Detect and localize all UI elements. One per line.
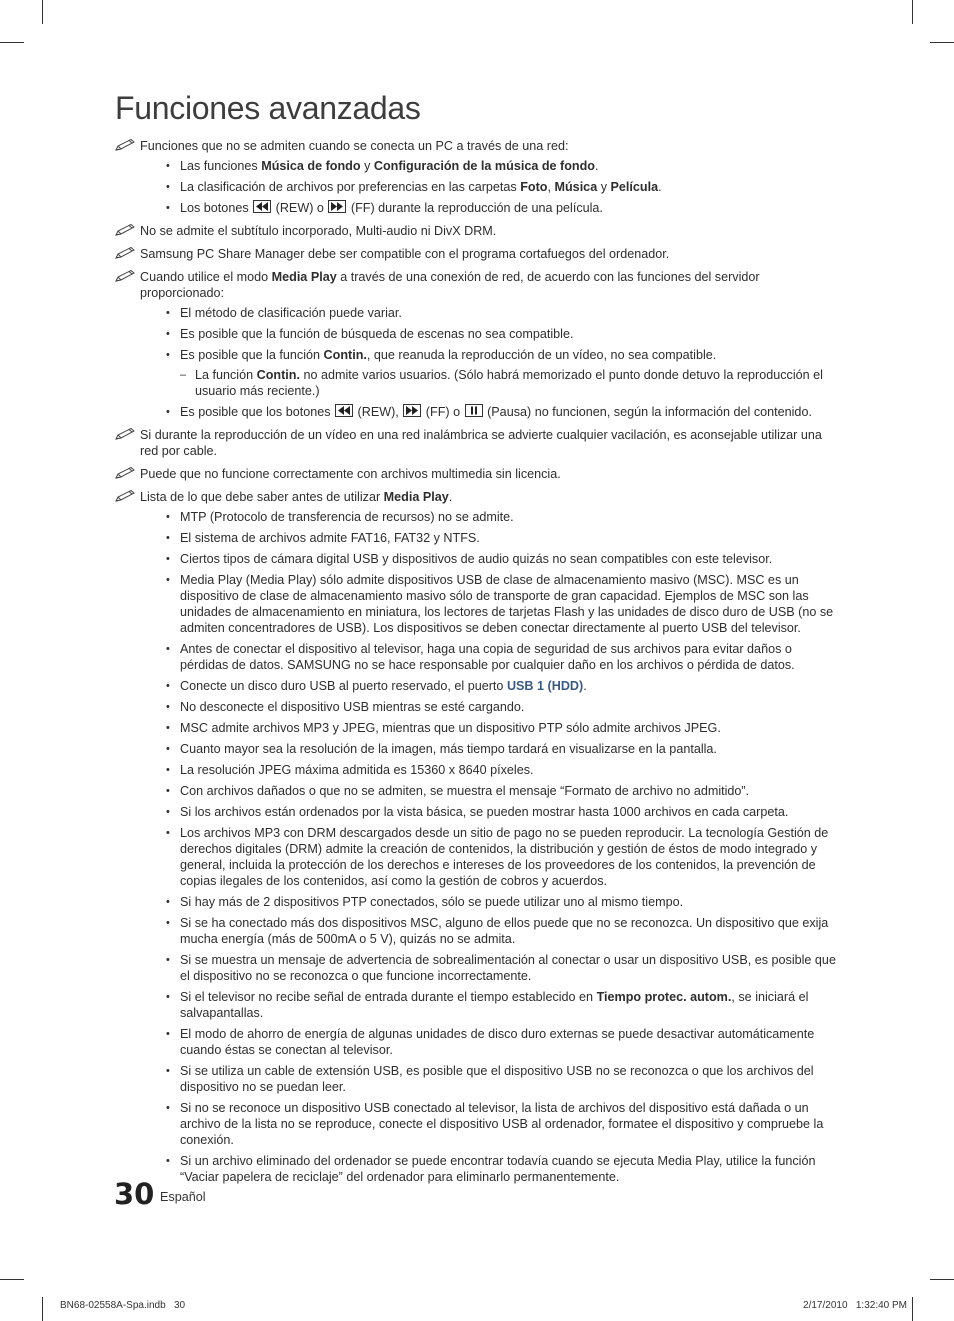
bold-term: Contin. (323, 348, 367, 362)
list-item (140, 678, 840, 694)
list-item (140, 1153, 840, 1185)
list-item (140, 825, 840, 889)
text-run: Conecte un disco duro USB al puerto reservado, el puerto (180, 679, 507, 693)
text-run: El método de clasificación puede variar. (180, 306, 402, 320)
page-language: Español (160, 1190, 206, 1204)
text-run: Con archivos dañados o que no se admiten, se muestra el mensaje “Formato de archivo no admitido”. (180, 784, 750, 798)
text-run: (REW), (354, 405, 403, 419)
list-item (140, 305, 840, 321)
note-pencil-icon (114, 223, 136, 237)
text-run: , que reanuda la reproducción de un vídeo, no sea compatible. (366, 348, 717, 362)
text-run: Ciertos tipos de cámara digital USB y dispositivos de audio quizás no sean compatibles con este televisor. (180, 552, 773, 566)
list-item (140, 641, 840, 673)
text-run: (FF) o (422, 405, 464, 419)
text-run: Es posible que los botones (180, 405, 335, 419)
list-item (140, 783, 840, 799)
text-run: Si hay más de 2 dispositivos PTP conectados, sólo se puede utilizar uno al mismo tiempo. (180, 895, 684, 909)
note-pencil-icon (114, 246, 136, 260)
text-run: Si se muestra un mensaje de advertencia de sobrealimentación al conectar o usar un dispositivo USB, es posible que el dispositivo no se reconozca o que funcione incorrectamente. (180, 953, 836, 983)
text-run: . (448, 490, 453, 504)
crop-mark (0, 1279, 24, 1280)
list-item (140, 1063, 840, 1095)
text-run: El sistema de archivos admite FAT16, FAT32 y NTFS. (180, 531, 480, 545)
text-run: El modo de ahorro de energía de algunas unidades de disco duro externas se puede desactivar automáticamente cuando éstas se conectan al televisor. (180, 1027, 815, 1057)
text-run: y (597, 180, 611, 194)
text-run: . (583, 679, 587, 693)
text-run: Si se ha conectado más dos dispositivos MSC, alguno de ellos puede que no se reconozca. Un dispositivo que exija mucha energía (más de 500mA o 5 V), quizás no se admita. (180, 916, 829, 946)
bold-term: USB 1 (HDD) (506, 679, 584, 693)
text-run: Antes de conectar el dispositivo al televisor, haga una copia de seguridad de sus archivos para evitar daños o pérdidas de datos. SAMSUNG no se hace responsable por cualquier daño en los archivos o pérdida de datos. (180, 642, 795, 672)
text-run: Cuanto mayor sea la resolución de la imagen, más tiempo tardará en visualizarse en la pantalla. (180, 742, 717, 756)
sub-list-item (180, 367, 840, 399)
note (114, 269, 840, 420)
bold-term: Media Play (271, 270, 337, 284)
list-item (140, 179, 840, 195)
text-run: La resolución JPEG máxima admitida es 15360 x 8640 píxeles. (180, 763, 534, 777)
text-run: Si un archivo eliminado del ordenador se puede encontrar todavía cuando se ejecuta Media Play, utilice la función “Vaciar papelera de reciclaje” del ordenador para eliminarlo permanentemente. (180, 1154, 816, 1184)
text-run: Media Play (Media Play) sólo admite dispositivos USB de clase de almacenamiento masivo (MSC). MSC es un dispositivo de clase de almacenamiento masivo sólo de transporte de gran capacidad. Ejemplos de MSC son las unidades de almacenamiento en miniatura, los lectores de tarjetas Flash y las unidades de disco duro de USB (no se admiten concentradores de USB). Los dispositivos se deben conectar directamente al puerto USB del televisor. (180, 573, 834, 635)
text-run: Las funciones (180, 159, 262, 173)
text-run: Si los archivos están ordenados por la vista básica, se pueden mostrar hasta 1000 archivos en cada carpeta. (180, 805, 789, 819)
list-item (140, 347, 840, 399)
list-item (140, 530, 840, 546)
text-run: , se iniciará el salvapantallas. (180, 990, 809, 1020)
bold-term: Tiempo protec. autom. (596, 990, 732, 1004)
rewind-icon (335, 404, 353, 417)
note (114, 427, 840, 459)
list-item (140, 741, 840, 757)
list-item (140, 158, 840, 174)
text-run: Lista de lo que debe saber antes de utilizar (140, 490, 384, 504)
text-run: Es posible que la función de búsqueda de escenas no sea compatible. (180, 327, 574, 341)
bold-term: Música de fondo (261, 159, 361, 173)
text-run: Si no se reconoce un dispositivo USB conectado al televisor, la lista de archivos del dispositivo está dañada o un archivo de la lista no se reproduce, conecte el dispositivo USB al ordenador, formatee el dispositivo y compruebe la conexión. (180, 1101, 824, 1147)
page-number: 30 (114, 1177, 155, 1211)
text-run: La función (195, 368, 257, 382)
text-run: a través de una conexión de red, de acuerdo con las funciones del servidor proporcionado: (140, 270, 760, 300)
pause-icon (465, 404, 483, 417)
note-text: Funciones que no se admiten cuando se conecta un PC a través de una red: (140, 139, 569, 153)
bullet-list (140, 305, 840, 420)
crop-mark (42, 1297, 43, 1321)
note (114, 489, 840, 1185)
text-run: Si se utiliza un cable de extensión USB, es posible que el dispositivo USB no se reconozca o que los archivos del dispositivo no se puedan leer. (180, 1064, 814, 1094)
list-item (140, 551, 840, 567)
bullet-list (140, 158, 840, 216)
list-item (140, 509, 840, 525)
footer-file-info: BN68-02558A-Spa.indb 30 (60, 1300, 186, 1311)
text-run: no admite varios usuarios. (Sólo habrá memorizado el punto donde detuvo la reproducción el usuario más reciente.) (195, 368, 823, 398)
text-run: Los botones (180, 201, 253, 215)
crop-mark (42, 0, 43, 24)
text-run: MSC admite archivos MP3 y JPEG, mientras que un dispositivo PTP sólo admite archivos JPEG. (180, 721, 721, 735)
list-item (140, 1100, 840, 1148)
note (114, 138, 840, 216)
text-run: Es posible que la función (180, 348, 324, 362)
crop-mark (912, 0, 913, 24)
sub-list (180, 367, 840, 399)
bold-term: Foto (520, 180, 548, 194)
crop-mark (930, 42, 954, 43)
list-item (140, 894, 840, 910)
note (114, 466, 840, 482)
note-pencil-icon (114, 466, 136, 480)
page-title: Funciones avanzadas (115, 90, 421, 126)
content-body (114, 138, 840, 1190)
crop-mark (0, 42, 24, 43)
list-item (140, 989, 840, 1021)
note-text: Si durante la reproducción de un vídeo en una red inalámbrica se advierte cualquier vacilación, es aconsejable utilizar una red por cable. (140, 428, 822, 458)
text-run: MTP (Protocolo de transferencia de recursos) no se admite. (180, 510, 514, 524)
crop-mark (912, 1297, 913, 1321)
text-run: Cuando utilice el modo (140, 270, 272, 284)
note-pencil-icon (114, 427, 136, 441)
text-run: Los archivos MP3 con DRM descargados desde un sitio de pago no se pueden reproducir. La tecnología Gestión de derechos digitales (DRM) admite la creación de contenidos, la distribución y gestión de éstos de modo integrado y general, incluida la protección de los derechos e intereses de los proveedores de los contenidos, la prevención de copias ilegales de los contenidos, así como la gestión de cobros y acuerdos. (180, 826, 829, 888)
list-item (140, 1026, 840, 1058)
note (114, 223, 840, 239)
list-item (140, 200, 840, 216)
list-item (140, 952, 840, 984)
text-run: . (658, 180, 662, 194)
list-item (140, 915, 840, 947)
note-text: Puede que no funcione correctamente con archivos multimedia sin licencia. (140, 467, 561, 481)
list-item (140, 762, 840, 778)
list-item (140, 326, 840, 342)
note-pencil-icon (114, 138, 136, 152)
text-run: No desconecte el dispositivo USB mientras se esté cargando. (180, 700, 525, 714)
note (114, 246, 840, 262)
note-pencil-icon (114, 269, 136, 283)
list-item (140, 572, 840, 636)
fast-forward-icon (403, 404, 421, 417)
rewind-icon (253, 200, 271, 213)
text-run: y (360, 159, 374, 173)
list-item (140, 699, 840, 715)
text-run: (Pausa) no funcionen, según la información del contenido. (483, 405, 812, 419)
text-run: , (547, 180, 555, 194)
bold-term: Configuración de la música de fondo (373, 159, 595, 173)
note-text (140, 489, 840, 505)
note-text: No se admite el subtítulo incorporado, Multi-audio ni DivX DRM. (140, 224, 497, 238)
list-item (140, 804, 840, 820)
list-item (140, 720, 840, 736)
text-run: (FF) durante la reproducción de una película. (347, 201, 603, 215)
bold-term: Contin. (256, 368, 300, 382)
bold-term: Película (610, 180, 659, 194)
text-run: (REW) o (272, 201, 328, 215)
bold-term: Música (554, 180, 598, 194)
text-run: La clasificación de archivos por preferencias en las carpetas (180, 180, 521, 194)
note-text (140, 269, 840, 301)
note-pencil-icon (114, 489, 136, 503)
text-run: . (595, 159, 599, 173)
text-run: Si el televisor no recibe señal de entrada durante el tiempo establecido en (180, 990, 597, 1004)
bullet-list (140, 509, 840, 1185)
bold-term: Media Play (383, 490, 449, 504)
footer-timestamp: 2/17/2010 1:32:40 PM (803, 1300, 907, 1311)
note-text: Samsung PC Share Manager debe ser compatible con el programa cortafuegos del ordenador. (140, 247, 670, 261)
fast-forward-icon (328, 200, 346, 213)
crop-mark (930, 1279, 954, 1280)
list-item (140, 404, 840, 420)
